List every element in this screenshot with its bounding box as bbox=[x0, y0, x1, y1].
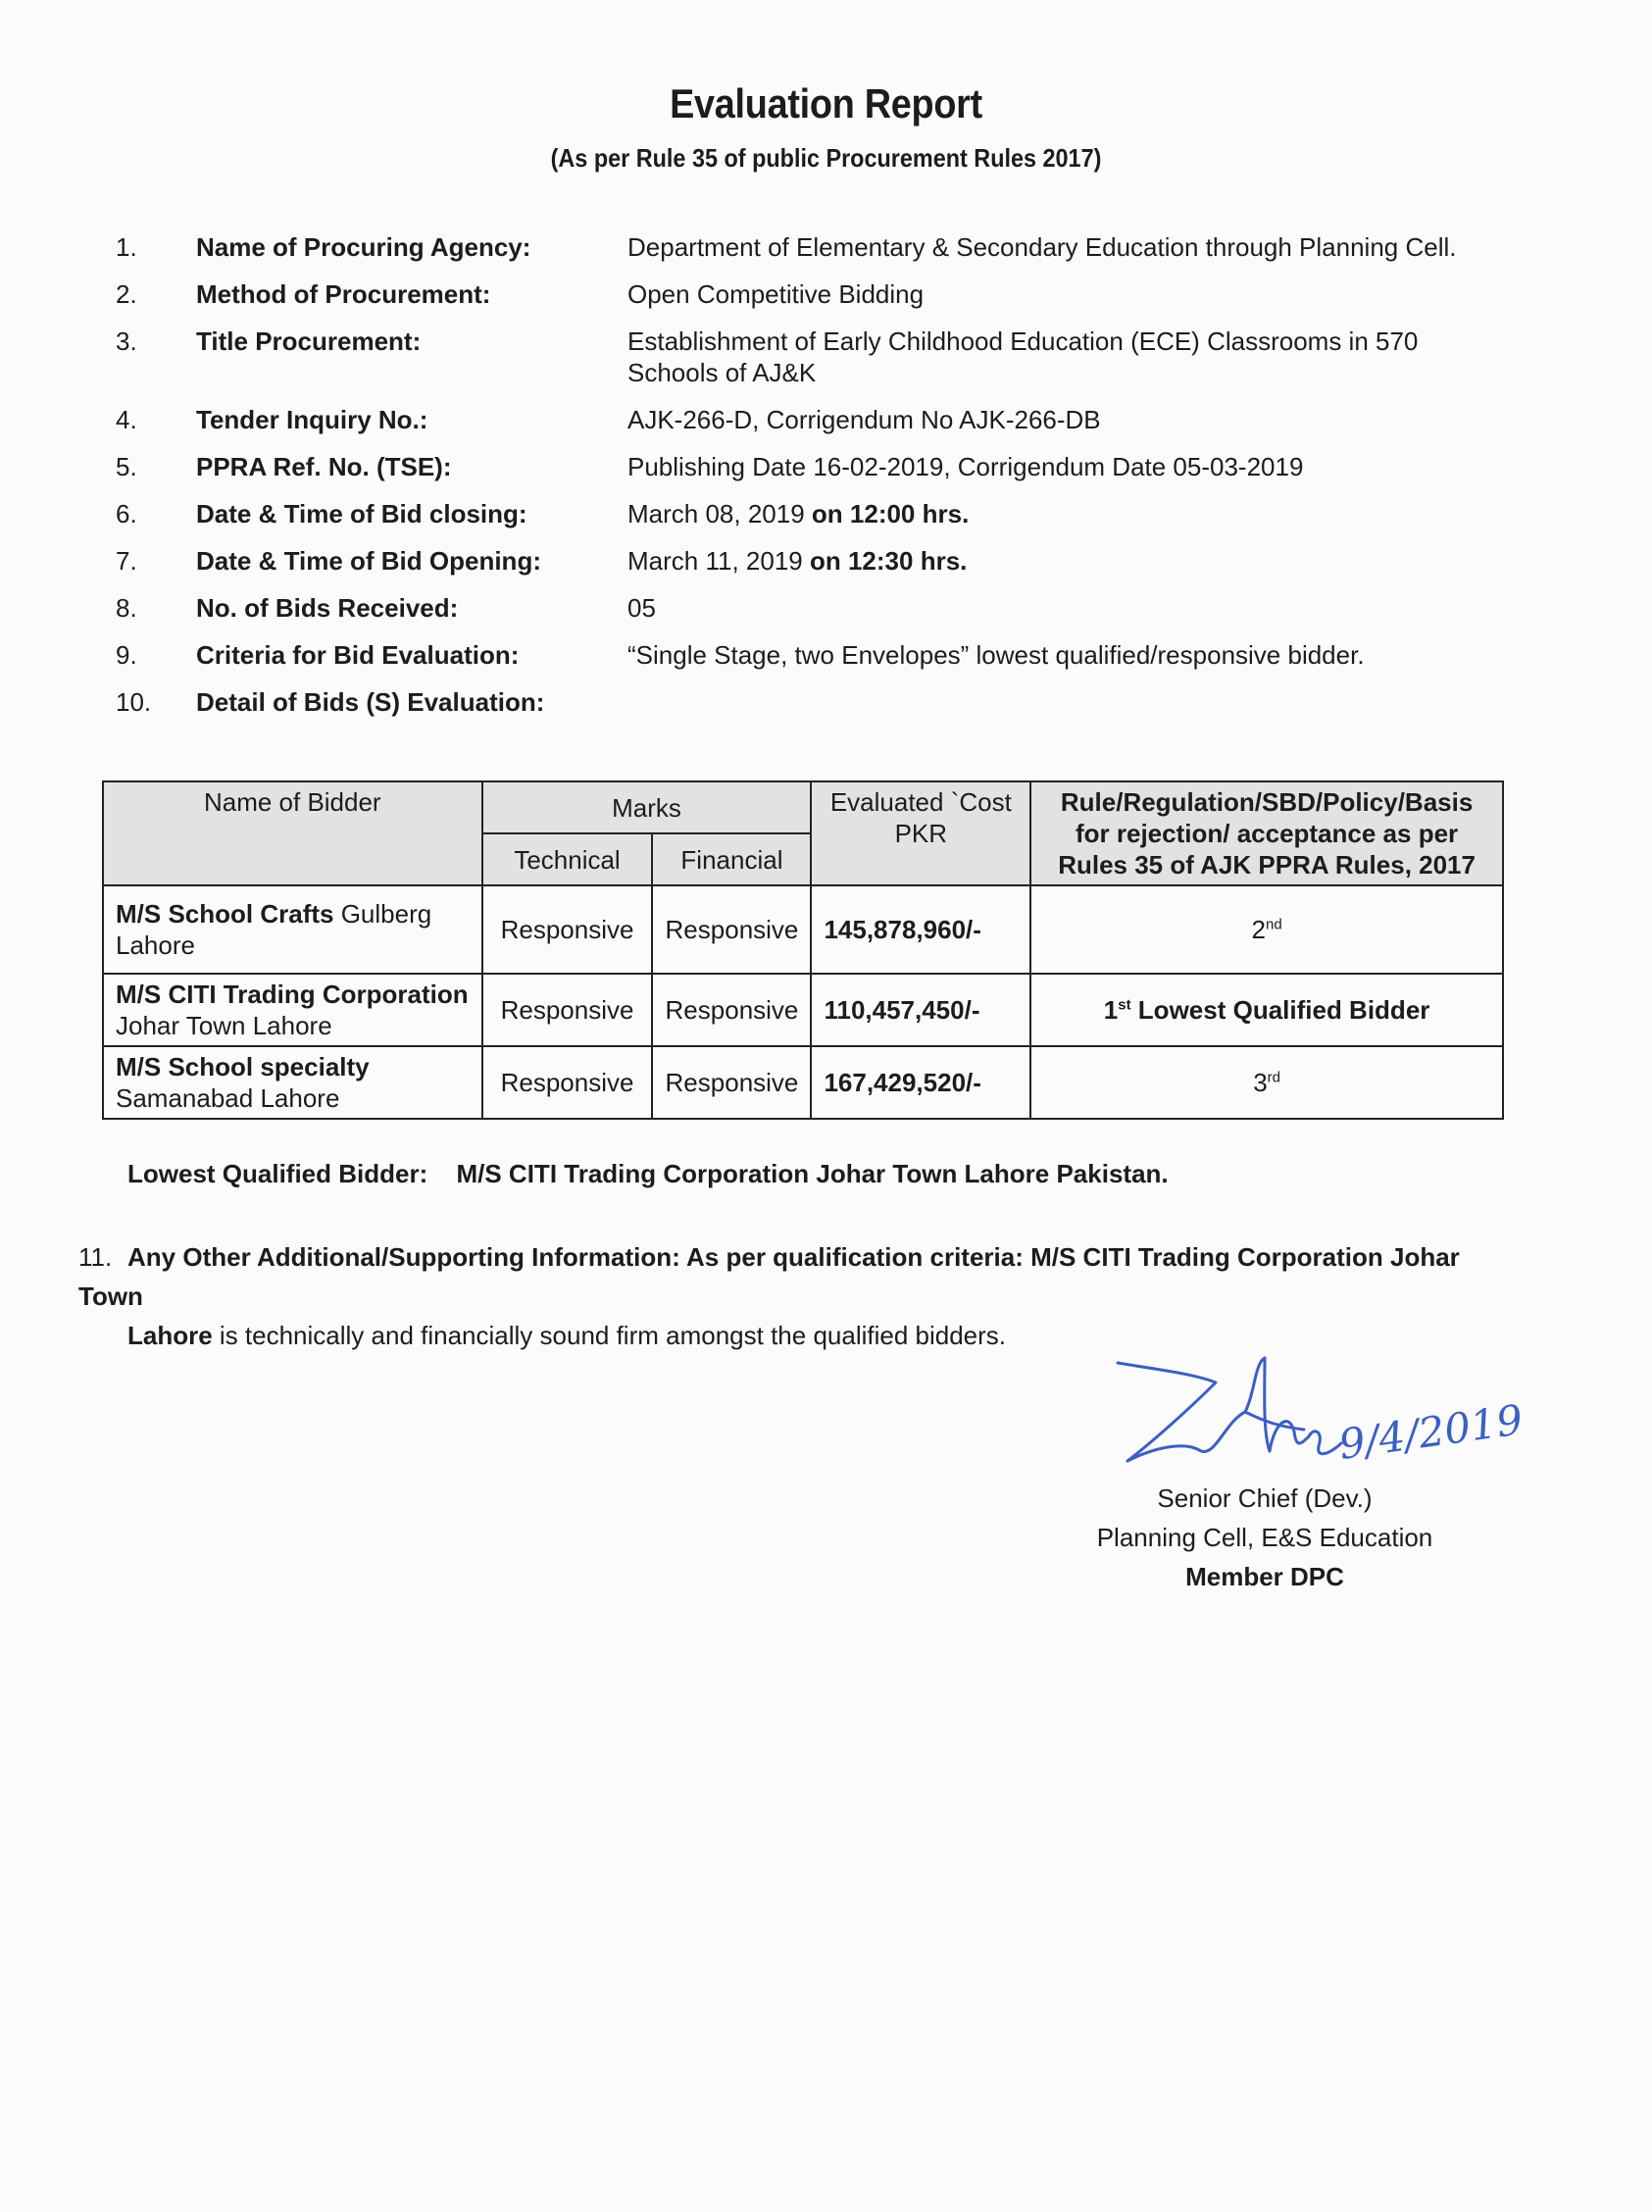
list-item bbox=[116, 498, 1527, 529]
bid-rank bbox=[1030, 974, 1503, 1046]
list-item bbox=[116, 451, 1527, 482]
item-label: Date & Time of Bid Opening: bbox=[196, 546, 541, 576]
bidder-location: Samanabad Lahore bbox=[116, 1083, 340, 1113]
bidder-name bbox=[103, 1046, 482, 1119]
report-title: Evaluation Report bbox=[670, 80, 982, 126]
item-number: 3. bbox=[116, 327, 137, 356]
col-header-rule-line2: for rejection/ acceptance as per bbox=[1076, 819, 1459, 848]
col-header-rule bbox=[1030, 781, 1503, 885]
lowest-qualified-bidder bbox=[127, 1159, 1169, 1189]
additional-info-firm-city: Lahore bbox=[127, 1321, 213, 1350]
technical-status: Responsive bbox=[482, 1046, 653, 1119]
evaluated-cost: 167,429,520/- bbox=[811, 1046, 1030, 1119]
item-number: 8. bbox=[116, 593, 137, 623]
table-row bbox=[103, 1046, 1503, 1119]
signatory-office: Planning Cell, E&S Education bbox=[1096, 1523, 1433, 1552]
item-number: 6. bbox=[116, 499, 137, 528]
item-value: Establishment of Early Childhood Education (ECE) Classrooms in 570 Schools of AJ&K bbox=[627, 327, 1419, 387]
signature-date: 9/4/2019 bbox=[1335, 1395, 1527, 1469]
list-item bbox=[116, 231, 1527, 263]
rank-number: 2 bbox=[1251, 914, 1266, 944]
report-subtitle: (As per Rule 35 of public Procurement Rules 2017) bbox=[550, 143, 1102, 173]
item-label: Criteria for Bid Evaluation: bbox=[196, 640, 520, 670]
additional-info-number: 11. bbox=[78, 1242, 113, 1272]
list-item bbox=[116, 404, 1527, 435]
item-label: Method of Procurement: bbox=[196, 279, 491, 309]
item-value: Open Competitive Bidding bbox=[627, 279, 925, 309]
table-row bbox=[103, 885, 1503, 974]
lowest-value: M/S CITI Trading Corporation Johar Town Lahore Pakistan. bbox=[456, 1159, 1169, 1188]
item-value: “Single Stage, two Envelopes” lowest qualified/responsive bidder. bbox=[627, 640, 1365, 670]
list-item bbox=[116, 639, 1527, 671]
col-header-cost-line1: Evaluated `Cost bbox=[829, 787, 1012, 817]
col-header-name: Name of Bidder bbox=[103, 781, 482, 885]
bidder-location: Johar Town Lahore bbox=[116, 1011, 332, 1040]
handwritten-signature bbox=[1108, 1353, 1527, 1490]
list-item bbox=[116, 278, 1527, 310]
rank-number: 1 bbox=[1103, 994, 1119, 1025]
item-value bbox=[627, 545, 1527, 577]
item-label: Tender Inquiry No.: bbox=[196, 405, 428, 434]
technical-status: Responsive bbox=[482, 885, 653, 974]
item-number: 1. bbox=[116, 232, 137, 262]
additional-info bbox=[78, 1237, 1510, 1355]
item-number: 4. bbox=[116, 405, 137, 434]
technical-status: Responsive bbox=[482, 974, 653, 1046]
item-value-text: March 11, 2019 bbox=[627, 546, 803, 576]
item-label: No. of Bids Received: bbox=[196, 593, 459, 623]
table-row bbox=[103, 974, 1503, 1046]
col-header-financial: Financial bbox=[652, 833, 811, 885]
additional-info-text: is technically and financially sound firm amongst the qualified bidders. bbox=[212, 1321, 1007, 1350]
item-value: Department of Elementary & Secondary Education through Planning Cell. bbox=[627, 232, 1457, 262]
list-item bbox=[116, 326, 1527, 388]
item-number: 10. bbox=[116, 687, 152, 717]
lowest-label: Lowest Qualified Bidder: bbox=[127, 1159, 428, 1188]
rank-suffix: nd bbox=[1265, 915, 1282, 932]
item-value: 05 bbox=[627, 593, 656, 623]
details-list bbox=[116, 231, 1527, 733]
item-label: Detail of Bids (S) Evaluation: bbox=[196, 687, 545, 717]
item-value: AJK-266-D, Corrigendum No AJK-266-DB bbox=[627, 405, 1101, 434]
signatory-title: Senior Chief (Dev.) bbox=[1157, 1483, 1373, 1513]
item-value-time: on 12:00 hrs. bbox=[811, 499, 970, 528]
item-label: Date & Time of Bid closing: bbox=[196, 499, 527, 528]
bid-rank bbox=[1030, 1046, 1503, 1119]
item-value: Publishing Date 16-02-2019, Corrigendum Date 05-03-2019 bbox=[627, 452, 1304, 481]
bidder-firm: M/S School Crafts bbox=[116, 899, 334, 929]
additional-info-continuation bbox=[78, 1316, 1510, 1355]
bidder-firm: M/S School specialty bbox=[116, 1052, 370, 1081]
bidder-name bbox=[103, 885, 482, 974]
financial-status: Responsive bbox=[652, 1046, 811, 1119]
col-header-rule-line3: Rules 35 of AJK PPRA Rules, 2017 bbox=[1058, 850, 1476, 880]
rank-suffix: rd bbox=[1267, 1068, 1280, 1085]
financial-status: Responsive bbox=[652, 885, 811, 974]
list-item bbox=[116, 686, 1527, 718]
item-value-time: on 12:30 hrs. bbox=[809, 546, 968, 576]
bids-table bbox=[102, 780, 1504, 1120]
item-value-text: March 08, 2019 bbox=[627, 499, 805, 528]
evaluated-cost: 110,457,450/- bbox=[811, 974, 1030, 1046]
list-item bbox=[116, 592, 1527, 624]
signatory-role: Member DPC bbox=[1185, 1562, 1344, 1591]
bidder-location: Lahore bbox=[116, 930, 195, 960]
financial-status: Responsive bbox=[652, 974, 811, 1046]
item-number: 9. bbox=[116, 640, 137, 670]
item-label: Title Procurement: bbox=[196, 327, 422, 356]
col-header-technical: Technical bbox=[482, 833, 653, 885]
item-number: 5. bbox=[116, 452, 137, 481]
item-label: Name of Procuring Agency: bbox=[196, 232, 531, 262]
signatory-block bbox=[1059, 1479, 1471, 1596]
col-header-cost bbox=[811, 781, 1030, 885]
evaluated-cost: 145,878,960/- bbox=[811, 885, 1030, 974]
item-label: PPRA Ref. No. (TSE): bbox=[196, 452, 452, 481]
col-header-marks: Marks bbox=[482, 781, 812, 833]
bidder-location-inline: Gulberg bbox=[333, 899, 432, 929]
rank-suffix: st bbox=[1118, 995, 1131, 1013]
item-number: 2. bbox=[116, 279, 137, 309]
col-header-cost-line2: PKR bbox=[894, 819, 948, 848]
rank-number: 3 bbox=[1253, 1067, 1268, 1097]
item-number: 7. bbox=[116, 546, 137, 576]
table-header-row bbox=[103, 781, 1503, 833]
item-value bbox=[627, 498, 1527, 529]
bidder-firm: M/S CITI Trading Corporation bbox=[116, 980, 469, 1009]
bid-rank bbox=[1030, 885, 1503, 974]
list-item bbox=[116, 545, 1527, 577]
rank-text: Lowest Qualified Bidder bbox=[1130, 994, 1430, 1025]
additional-info-heading: Any Other Additional/Supporting Information: As per qualification criteria: M/S CITI Trading Corporation Johar Town bbox=[78, 1242, 1460, 1311]
item-value bbox=[627, 686, 1527, 718]
bidder-name bbox=[103, 974, 482, 1046]
col-header-rule-line1: Rule/Regulation/SBD/Policy/Basis bbox=[1060, 787, 1474, 817]
